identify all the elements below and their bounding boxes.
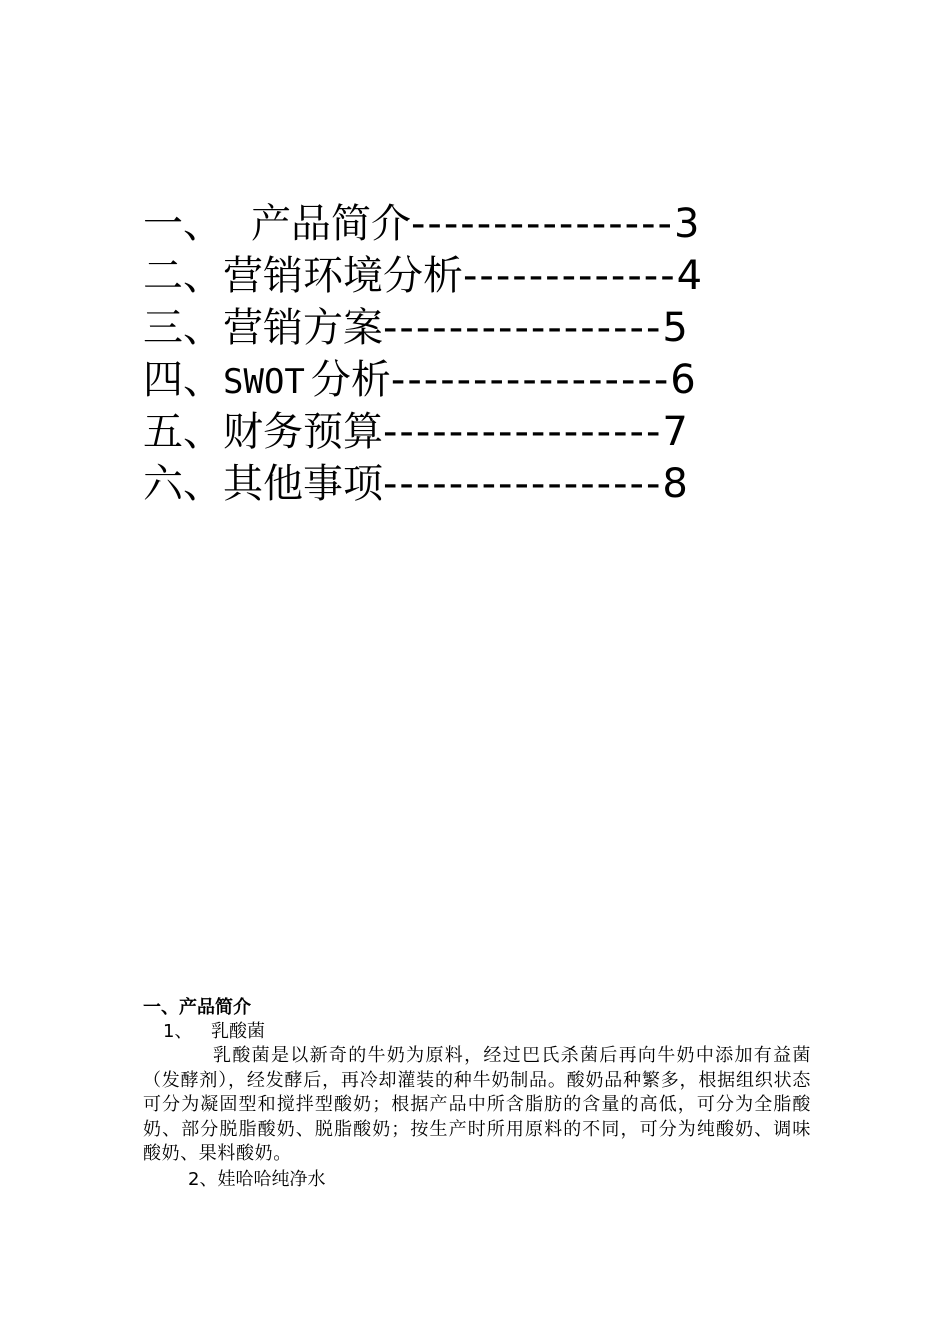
toc-entry-4[interactable]	[143, 354, 823, 406]
toc-leader: -------------	[463, 253, 677, 299]
section-heading: 一、产品简介	[143, 997, 251, 1018]
toc-page-number: 8	[662, 461, 688, 507]
toc-number: 二、	[143, 253, 223, 299]
toc-title: 营销方案	[223, 305, 383, 351]
subsection-heading-1	[143, 1020, 811, 1044]
toc-title: 营销环境分析	[223, 253, 463, 299]
toc-leader: -----------------	[383, 305, 663, 351]
toc-title: 财务预算	[223, 409, 383, 455]
toc-leader: ----------------	[411, 201, 674, 247]
toc-page-number: 5	[662, 305, 688, 351]
toc-number: 三、	[143, 305, 223, 351]
toc-leader: -----------------	[390, 357, 671, 403]
section-product-intro	[143, 996, 811, 1193]
toc-number: 六、	[143, 461, 223, 507]
toc-page-number: 3	[673, 201, 700, 247]
toc-entry-3[interactable]	[143, 302, 823, 354]
subsection-heading-2: 2、娃哈哈纯净水	[188, 1168, 326, 1190]
toc-entry-1[interactable]	[143, 198, 823, 250]
toc-title-latin: SWOT	[223, 362, 305, 402]
toc-title: 产品简介	[251, 201, 411, 247]
body-paragraph: 乳酸菌是以新奇的牛奶为原料，经过巴氏杀菌后再向牛奶中添加有益菌（发酵剂），经发酵后，再冷却灌装的种牛奶制品。酸奶品种繁多，根据组织状态可分为凝固型和搅拌型酸奶；根据产品中所含脂肪的含量的高低，可分为全脂酸奶、部分脱脂酸奶、脱脂酸奶；按生产时所用原料的不同，可分为纯酸奶、调味酸奶、果料酸奶。	[143, 1045, 811, 1164]
toc-entry-2[interactable]	[143, 250, 823, 302]
toc-page-number: 7	[662, 409, 688, 455]
toc-leader: -----------------	[383, 461, 663, 507]
toc-number: 四、	[143, 357, 223, 403]
toc-number: 一、	[143, 201, 223, 247]
toc-title: 其他事项	[223, 461, 383, 507]
toc-page-number: 6	[670, 357, 696, 403]
toc-leader: -----------------	[383, 409, 663, 455]
subsection-number: 1、	[163, 1021, 193, 1042]
subsection-title: 乳酸菌	[211, 1021, 265, 1042]
toc-title: 分析	[310, 357, 391, 403]
toc-page-number: 4	[676, 253, 703, 299]
table-of-contents	[143, 198, 823, 510]
toc-entry-5[interactable]	[143, 406, 823, 458]
toc-entry-6[interactable]	[143, 458, 823, 510]
toc-number: 五、	[143, 409, 223, 455]
